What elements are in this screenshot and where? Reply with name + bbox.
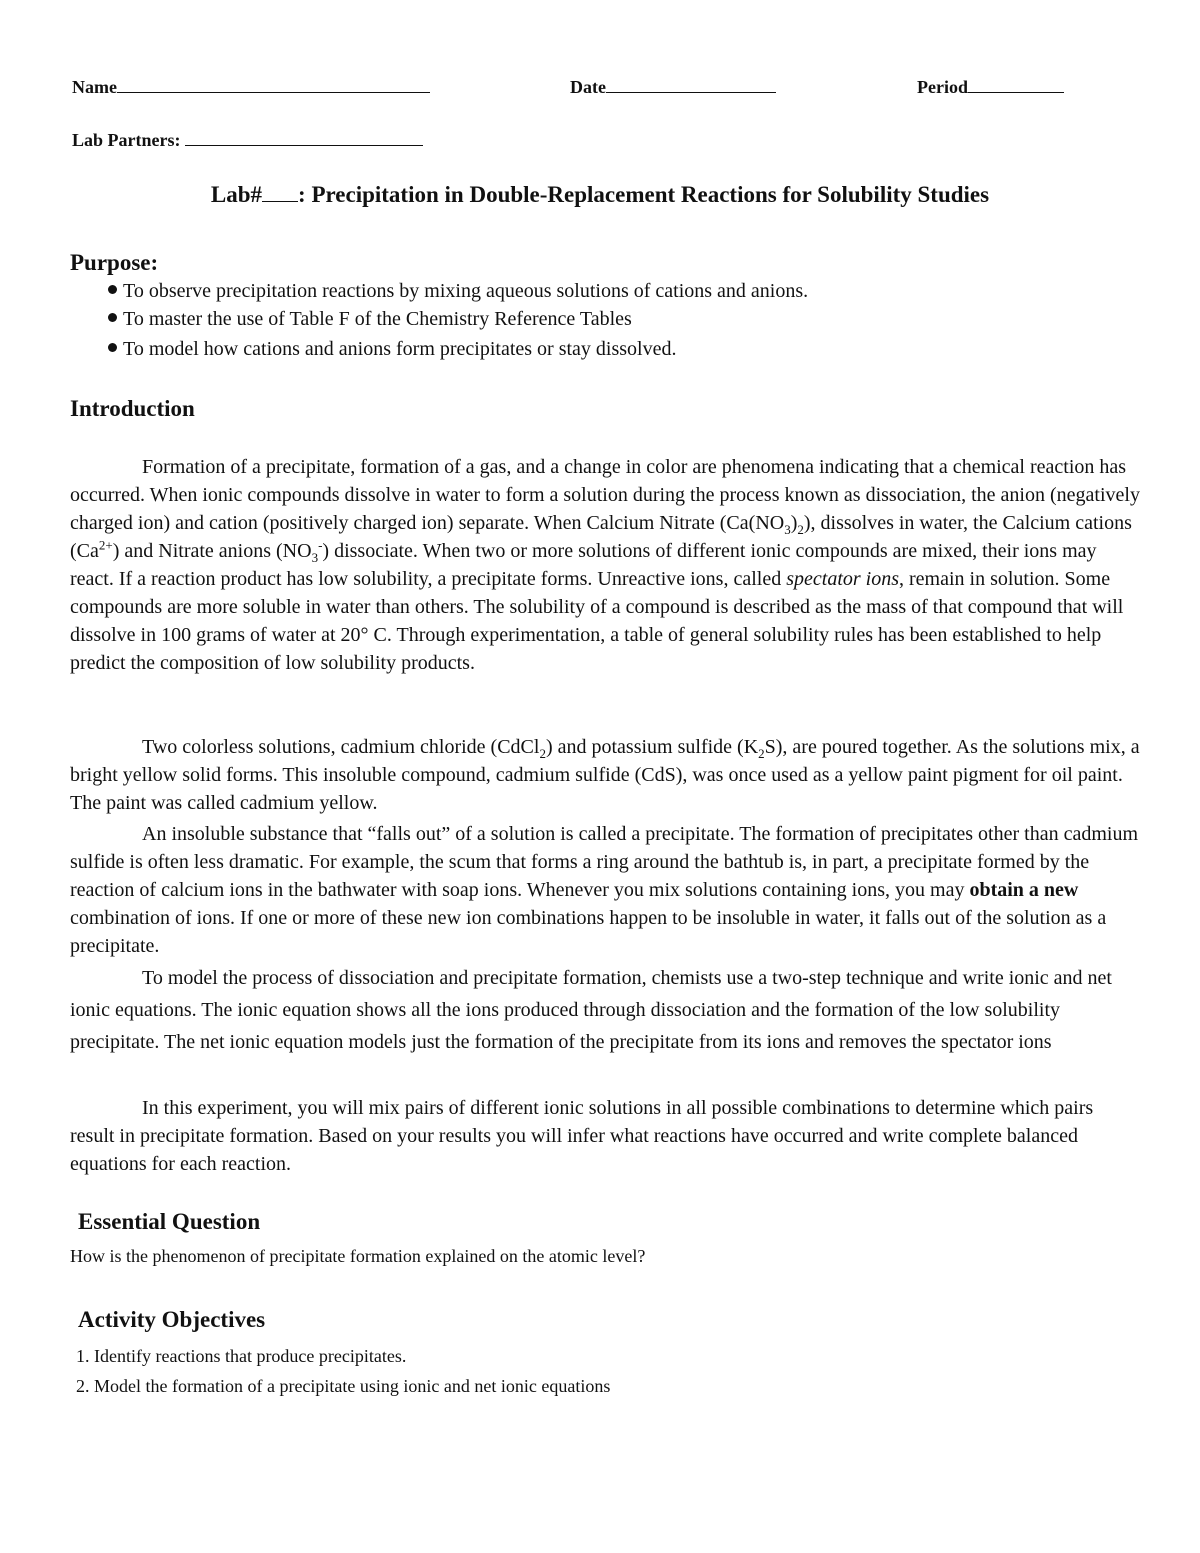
intro-paragraph-2: Two colorless solutions, cadmium chloride (CdCl$_2$) and potassium sulfide $(K_2S)$, are poured together. As the solutions mix, a bright yellow solid forms. This insoluble compound, cadmium sulfide (CdS), was once used as a yellow paint pigment for oil paint. The paint was called cadmium yellow. [70,736,1140,814]
period-field[interactable] [917,76,1064,98]
date-label: Date [570,77,606,97]
title-prefix: Lab# [210,182,263,207]
intro-paragraph-1: Formation of a precipitate, formation of a gas, and a change in color are phenomena indicating that a chemical reaction has occurred. When ionic compounds dissolve in water to form a solution during the process known as dissociation, the anion (negatively charged ion) and cation (positively charged ion) separate. When Calcium Nitrate $(Ca(NO_3)_2)$, dissolves in water, the Calcium cations $(Ca^{2+})$ and Nitrate anions $(NO_3^-)$ dissociate. When two or more solutions of different ionic compounds are mixed, their ions may react. If a reaction product has low solubility, a precipitate forms. Unreactive ions, called spectator ions, remain in solution. Some compounds are more soluble in water than others. The solubility of a compound is described as the mass of that compound that will dissolve in 100 grams of water at 20° C. Through experimentation, a table of general solubility rules has been established to help predict the composition of low solubility products. [70,456,1140,674]
page-title [0,182,1200,208]
essential-question-text: How is the phenomenon of precipitate formation explained on the atomic level? [70,1246,646,1266]
objective-item: 1. Identify reactions that produce precipitates. [76,1346,407,1366]
name-blank[interactable] [117,76,430,93]
purpose-item-text: To observe precipitation reactions by mixing aqueous solutions of cations and anions. [123,280,809,302]
purpose-heading: Purpose: [70,250,159,275]
introduction-heading: Introduction [70,396,195,421]
purpose-item-text: To master the use of Table F of the Chemistry Reference Tables [123,308,632,330]
purpose-item-text: To model how cations and anions form precipitates or stay dissolved. [123,338,677,360]
bullet-icon [108,343,117,352]
bullet-icon [108,285,117,294]
lab-partners-blank[interactable] [185,129,423,146]
lab-partners-label: Lab Partners: [72,130,181,150]
date-blank[interactable] [606,76,776,93]
bullet-icon [108,313,117,322]
period-blank[interactable] [968,76,1064,93]
intro-paragraph-4: To model the process of dissociation and precipitate formation, chemists use a two-step technique and write ionic and net ionic equations. The ionic equation shows all the ions produced through dissociation and the formation of the low solubility precipitate. The net ionic equation models just the formation of the precipitate from its ions and removes the spectator ions [70,967,1112,1053]
essential-question-heading: Essential Question [78,1209,261,1234]
title-text: : Precipitation in Double-Replacement Reactions for Solubility Studies [298,182,990,207]
date-field[interactable] [570,76,776,98]
period-label: Period [917,77,968,97]
name-label: Name [72,77,117,97]
activity-objectives-heading: Activity Objectives [78,1307,266,1332]
intro-paragraph-5: In this experiment, you will mix pairs of different ionic solutions in all possible combinations to determine which pairs result in precipitate formation. Based on your results you will infer what reactions have occurred and write complete balanced equations for each reaction. [70,1097,1094,1175]
purpose-item [108,338,677,361]
name-field[interactable] [72,76,430,98]
lab-number-blank[interactable] [262,183,298,202]
intro-paragraph-3: An insoluble substance that “falls out” of a solution is called a precipitate. The formation of precipitates other than cadmium sulfide is often less dramatic. For example, the scum that forms a ring around the bathtub is, in part, a precipitate formed by the reaction of calcium ions in the bathwater with soap ions. Whenever you mix solutions containing ions, you may obtain a new combination of ions. If one or more of these new ion combinations happen to be insoluble in water, it falls out of the solution as a precipitate. [70,823,1138,957]
purpose-item [108,280,808,303]
lab-partners-field[interactable] [72,129,423,151]
purpose-item [108,308,632,331]
objective-item: 2. Model the formation of a precipitate using ionic and net ionic equations [76,1376,611,1396]
